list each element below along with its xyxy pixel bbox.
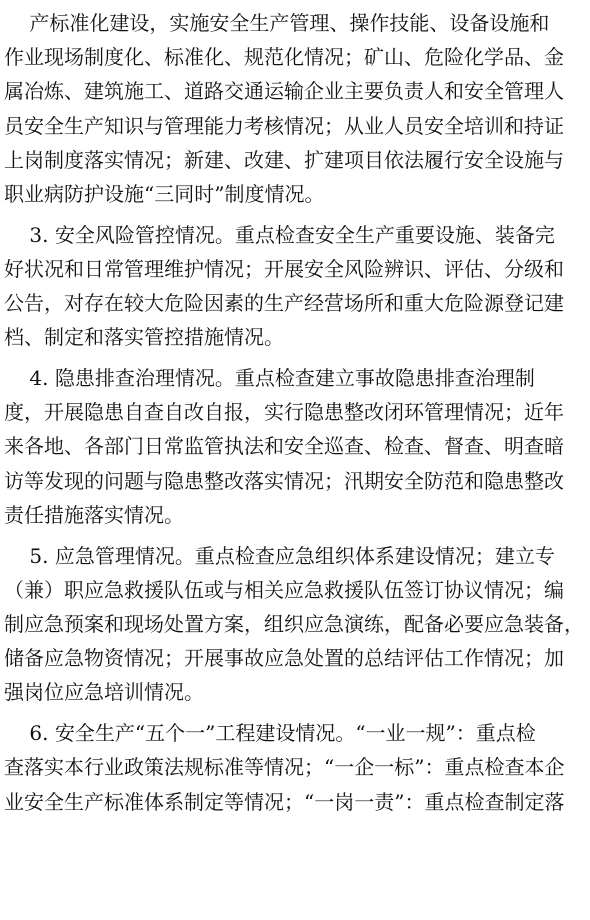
paragraph-safety-standardization: [4, 6, 582, 211]
text-line: 责任措施落实情况。: [4, 502, 184, 527]
text-line: 业安全生产标准体系制定等情况；“一岗一责”：重点检查制定落: [4, 789, 565, 814]
paragraph-risk-control: [4, 218, 582, 355]
text-line: 储备应急物资情况；开展事故应急处置的总结评估工作情况；加: [4, 646, 564, 671]
text-line: 3. 安全风险管控情况。重点检查安全生产重要设施、装备完: [4, 222, 555, 247]
text-line: （兼）职应急救援队伍或与相关应急救援队伍签订协议情况；编: [4, 577, 564, 602]
paragraph-five-ones-project: [4, 716, 582, 819]
text-line: 5. 应急管理情况。重点检查应急组织体系建设情况；建立专: [4, 543, 555, 568]
text-line: 公告，对存在较大危险因素的生产经营场所和重大危险源登记建: [4, 291, 564, 316]
text-line: 档、制定和落实管控措施情况。: [4, 325, 284, 350]
text-line: 员安全生产知识与管理能力考核情况；从业人员安全培训和持证: [4, 113, 564, 138]
text-line: 职业病防护设施“三同时”制度情况。: [4, 181, 325, 206]
text-line: 强岗位应急培训情况。: [4, 680, 204, 705]
text-line: 访等发现的问题与隐患整改落实情况；汛期安全防范和隐患整改: [4, 468, 564, 493]
text-line: 6. 安全生产“五个一”工程建设情况。“一业一规”：重点检: [4, 721, 536, 746]
text-line: 制应急预案和现场处置方案，组织应急演练，配备必要应急装备，: [4, 611, 584, 636]
text-line: 4. 隐患排查治理情况。重点检查建立事故隐患排查治理制: [4, 366, 535, 391]
text-line: 度，开展隐患自查自改自报，实行隐患整改闭环管理情况；近年: [4, 400, 564, 425]
text-line: 查落实本行业政策法规标准等情况；“一企一标”：重点检查本企: [4, 755, 565, 780]
text-line: 好状况和日常管理维护情况；开展安全风险辨识、评估、分级和: [4, 256, 564, 281]
text-line: 上岗制度落实情况；新建、改建、扩建项目依法履行安全设施与: [4, 147, 564, 172]
paragraph-emergency-management: [4, 539, 582, 710]
text-line: 来各地、各部门日常监管执法和安全巡查、检查、督查、明查暗: [4, 434, 564, 459]
text-line: 产标准化建设，实施安全生产管理、操作技能、设备设施和: [4, 11, 550, 35]
text-line: 属冶炼、建筑施工、道路交通运输企业主要负责人和安全管理人: [4, 79, 564, 104]
text-line: 作业现场制度化、标准化、规范化情况；矿山、危险化学品、金: [4, 45, 564, 70]
paragraph-hazard-investigation: [4, 361, 582, 532]
